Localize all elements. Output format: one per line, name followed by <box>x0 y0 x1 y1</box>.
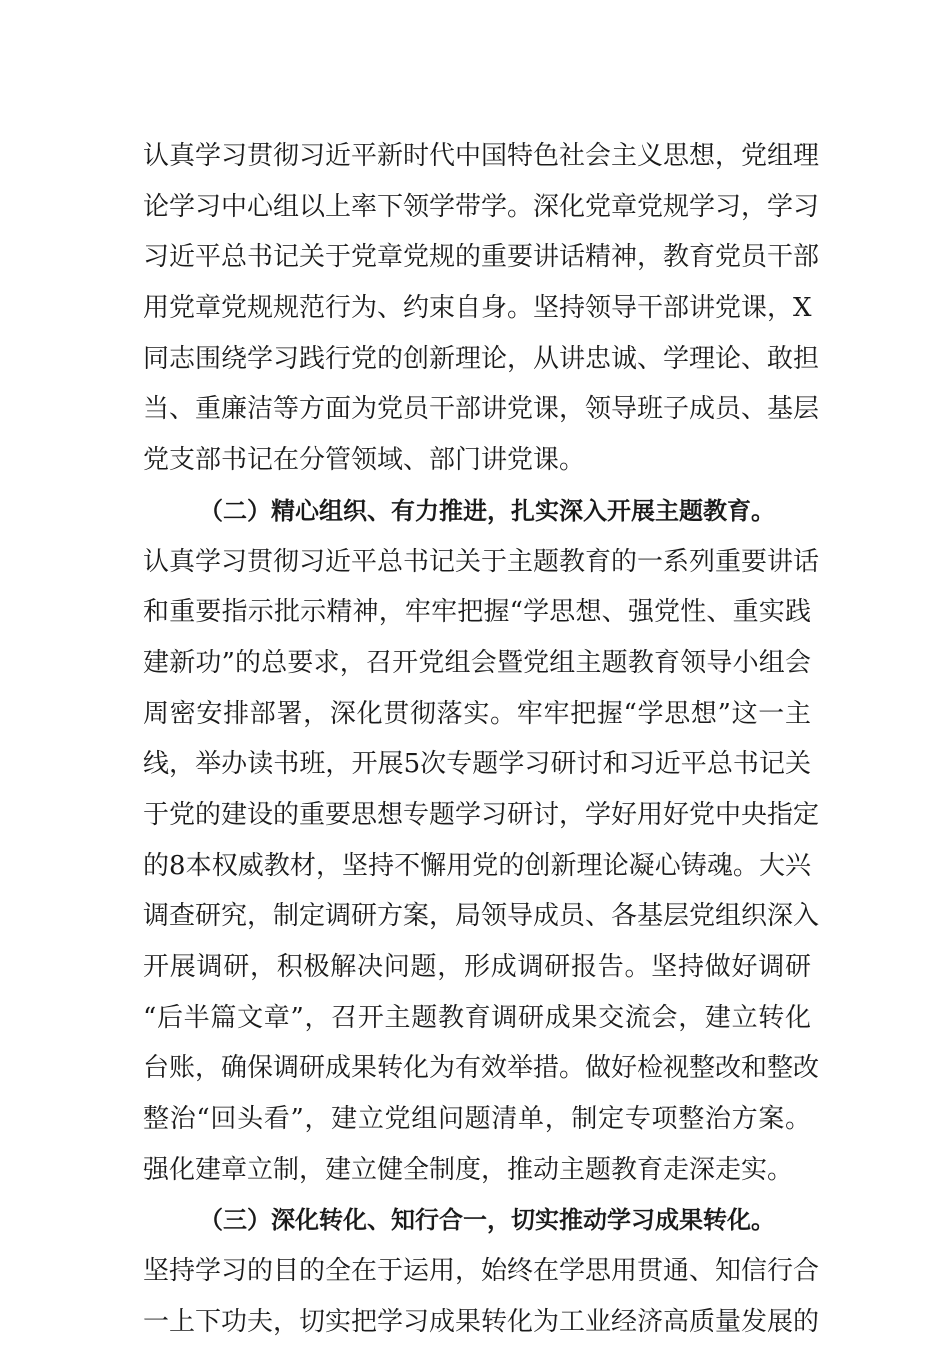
text-line: 认真学习贯彻习近平总书记关于主题教育的一系列重要讲话 <box>143 546 820 577</box>
text-line: 建新功”的总要求，召开党组会暨党组主题教育领导小组会 <box>143 647 811 678</box>
text-line: 同志围绕学习践行党的创新理论，从讲忠诚、学理论、敢担 <box>143 343 820 374</box>
text-line: 于党的建设的重要思想专题学习研讨，学好用好党中央指定 <box>143 799 820 830</box>
body-text <box>143 131 820 1348</box>
text-line: 坚持学习的目的全在于运用，始终在学思用贯通、知信行合 <box>143 1256 820 1287</box>
text-line: “后半篇文章”，召开主题教育调研成果交流会，建立转化 <box>143 1002 811 1033</box>
text-line: 强化建章立制，建立健全制度，推动主题教育走深走实。 <box>143 1154 794 1185</box>
text-line: 认真学习贯彻习近平新时代中国特色社会主义思想，党组理 <box>143 141 820 171</box>
text-line: 的8本权威教材，坚持不懈用党的创新理论凝心铸魂。大兴 <box>143 850 811 881</box>
text-line: 党支部书记在分管领域、部门讲党课。 <box>143 445 586 476</box>
text-line: 一上下功夫，切实把学习成果转化为工业经济高质量发展的 <box>143 1306 820 1337</box>
text-line: 用党章党规规范行为、约束自身。坚持领导干部讲党课，X <box>143 293 812 324</box>
text-line: 和重要指示批示精神，牢牢把握“学思想、强党性、重实践 <box>143 597 811 628</box>
text-line: 习近平总书记关于党章党规的重要讲话精神，教育党员干部 <box>143 242 820 273</box>
text-line: 整治“回头看”，建立党组问题清单，制定专项整治方案。 <box>143 1104 811 1135</box>
text-line: 调查研究，制定调研方案，局领导成员、各基层党组织深入 <box>143 901 820 932</box>
section-heading-2: （二）精心组织、有力推进，扎实深入开展主题教育。 <box>199 496 775 525</box>
section-heading-3: （三）深化转化、知行合一，切实推动学习成果转化。 <box>199 1206 775 1235</box>
text-line: 周密安排部署，深化贯彻落实。牢牢把握“学思想”这一主 <box>143 698 811 729</box>
text-line: 当、重廉洁等方面为党员干部讲党课，领导班子成员、基层 <box>143 394 820 425</box>
text-line: 台账，确保调研成果转化为有效举措。做好检视整改和整改 <box>143 1053 820 1084</box>
text-line: 论学习中心组以上率下领学带学。深化党章党规学习，学习 <box>143 191 820 222</box>
text-line: 线，举办读书班，开展5次专题学习研讨和习近平总书记关 <box>143 749 811 780</box>
text-line: 开展调研，积极解决问题，形成调研报告。坚持做好调研 <box>143 952 811 982</box>
